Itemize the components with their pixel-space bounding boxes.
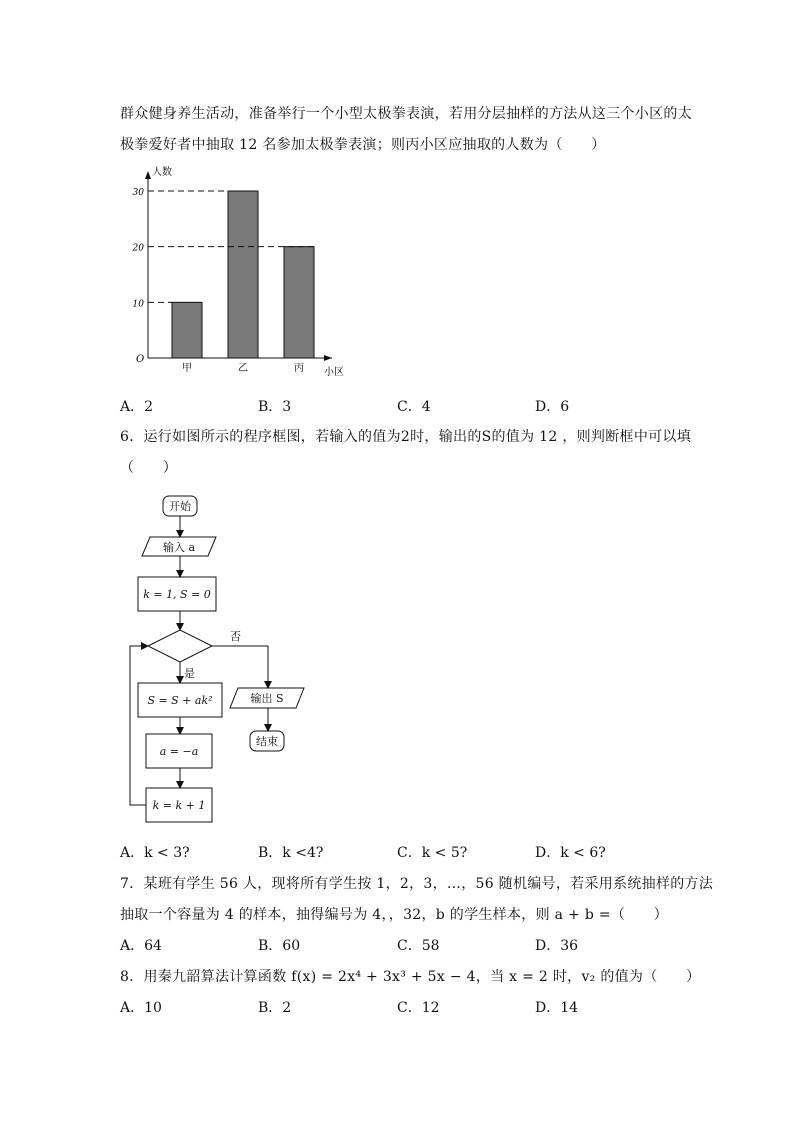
q6-text-line-2: （ ）	[120, 460, 178, 476]
bar-3	[284, 247, 314, 358]
x-tick-label-3: 丙	[294, 363, 304, 374]
q8-option-d[interactable]: D．14	[535, 1000, 579, 1016]
q7-option-d[interactable]: D．36	[535, 938, 579, 954]
bar-2	[228, 191, 258, 358]
q5-text-line-2: 极拳爱好者中抽取 12 名参加太极拳表演；则丙小区应抽取的人数为（ ）	[120, 137, 606, 153]
q5-option-a[interactable]: A．2	[120, 399, 154, 415]
q7-option-b[interactable]: B．60	[258, 938, 301, 954]
q8-option-b[interactable]: B．2	[258, 1000, 292, 1016]
flow-no-label: 否	[230, 630, 241, 643]
q6-option-c[interactable]: C．k < 5?	[397, 845, 468, 861]
flow-init-label: k = 1, S = 0	[143, 588, 211, 601]
q7-text-line-1: 7．某班有学生 56 人，现将所有学生按 1，2，3，…，56 随机编号，若采用系统抽样的方法	[120, 876, 714, 892]
flow-step1-label: S = S + ak²	[147, 694, 213, 707]
flow-step2-label: a = −a	[159, 745, 199, 758]
y-tick-label-1: 10	[132, 299, 144, 310]
q7-option-a[interactable]: A．64	[120, 938, 162, 954]
program-flowchart	[120, 490, 320, 830]
q8-text-line-1: 8．用秦九韶算法计算函数 f(x) = 2x⁴ + 3x³ + 5x − 4，当 x = 2 时，v₂ 的值为（ ）	[120, 969, 701, 985]
q5-option-d[interactable]: D．6	[535, 399, 570, 415]
q5-text-line-1: 群众健身养生活动，准备举行一个小型太极拳表演，若用分层抽样的方法从这三个小区的太	[120, 106, 692, 122]
flow-yes-label: 是	[184, 667, 195, 680]
x-tick-label-1: 甲	[182, 363, 192, 374]
y-axis-arrow	[145, 171, 151, 179]
flow-start-label: 开始	[169, 500, 191, 513]
y-tick-label-2: 20	[132, 243, 144, 254]
q6-option-b[interactable]: B．k <4?	[258, 845, 324, 861]
y-tick-label-3: 30	[132, 188, 144, 198]
q5-option-c[interactable]: C．4	[397, 399, 431, 415]
x-axis-arrow	[324, 355, 332, 361]
flow-output-label: 输出 S	[250, 692, 284, 705]
y-axis-label: 人数	[152, 167, 172, 178]
flow-step3-label: k = k + 1	[152, 799, 206, 812]
q6-option-a[interactable]: A．k < 3?	[120, 845, 190, 861]
q8-option-a[interactable]: A．10	[120, 1000, 162, 1016]
x-tick-label-2: 乙	[238, 363, 248, 374]
q7-option-c[interactable]: C．58	[397, 938, 440, 954]
flow-input-label: 输入 a	[162, 541, 196, 554]
bar-chart	[120, 163, 360, 383]
q6-text-line-1: 6．运行如图所示的程序框图，若输入的值为2时，输出的S的值为 12 ，则判断框中可以填	[120, 429, 692, 445]
q8-option-c[interactable]: C．12	[397, 1000, 440, 1016]
q6-option-d[interactable]: D．k < 6?	[535, 845, 606, 861]
bar-1	[172, 302, 202, 358]
flow-decision-diamond	[148, 630, 212, 662]
flow-end-label: 结束	[256, 735, 278, 748]
q5-option-b[interactable]: B．3	[258, 399, 292, 415]
origin-label: O	[136, 354, 145, 365]
q7-text-line-2: 抽取一个容量为 4 的样本，抽得编号为 4，，32，b 的学生样本，则 a + b =（ ）	[120, 907, 669, 923]
x-axis-label: 小区	[324, 367, 344, 378]
